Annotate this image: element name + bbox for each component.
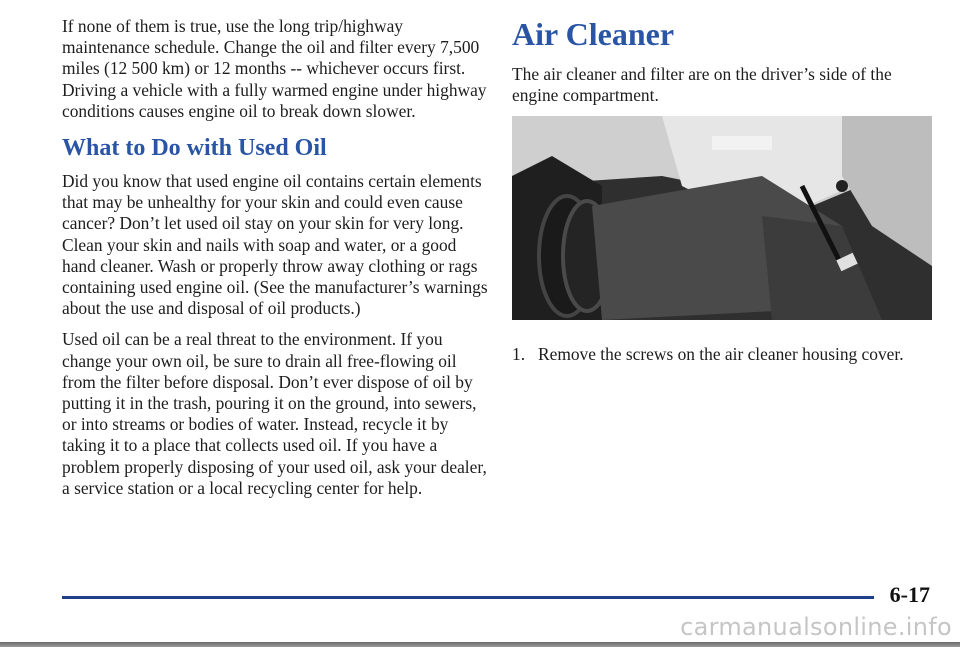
engine-photo-illustration bbox=[512, 116, 932, 320]
air-cleaner-heading: Air Cleaner bbox=[512, 16, 675, 52]
step-number: 1. bbox=[512, 344, 526, 364]
watermark-text: carmanualsonline.info bbox=[680, 613, 952, 641]
bottom-bar bbox=[0, 642, 960, 647]
section-heading: What to Do with Used Oil bbox=[62, 135, 327, 162]
step-1 bbox=[512, 344, 942, 365]
step-text: Remove the screws on the air cleaner housing cover. bbox=[538, 344, 904, 364]
body-paragraph-2: Used oil can be a real threat to the environment. If you change your own oil, be sure to drain all free-flowing oil from the filter before disposal. Don’t ever dispose of oil by putting it in the trash, pouring it on the ground, into sewers, or into streams or bodies of water. Instead, recycle it by taking it to a place that collects used oil. If you have a problem properly disposing of your used oil, ask your dealer, a service station or a local recycling center for help. bbox=[62, 329, 487, 498]
engine-compartment-photo bbox=[512, 116, 932, 320]
body-paragraph-1: Did you know that used engine oil contains certain elements that may be unhealthy for your skin and could even cause cancer? Don’t let used oil stay on your skin for very long. Clean your skin and nails with soap and water, or a good hand cleaner. Wash or properly throw away clothing or rags containing used engine oil. (See the manufacturer’s warnings about the use and disposal of oil products.) bbox=[62, 171, 488, 319]
intro-paragraph: If none of them is true, use the long trip/highway maintenance schedule. Change the oil and filter every 7,500 miles (12 500 km) or 12 months -- whichever occurs first. Driving a vehicle with a fully warmed engine under highway conditions causes engine oil to break down slower. bbox=[62, 16, 487, 121]
left-column bbox=[62, 16, 492, 509]
air-cleaner-intro: The air cleaner and filter are on the driver’s side of the engine compartment. bbox=[512, 64, 892, 106]
page-number: 6-17 bbox=[889, 582, 930, 607]
footer-rule bbox=[62, 596, 874, 599]
right-column bbox=[512, 16, 932, 116]
